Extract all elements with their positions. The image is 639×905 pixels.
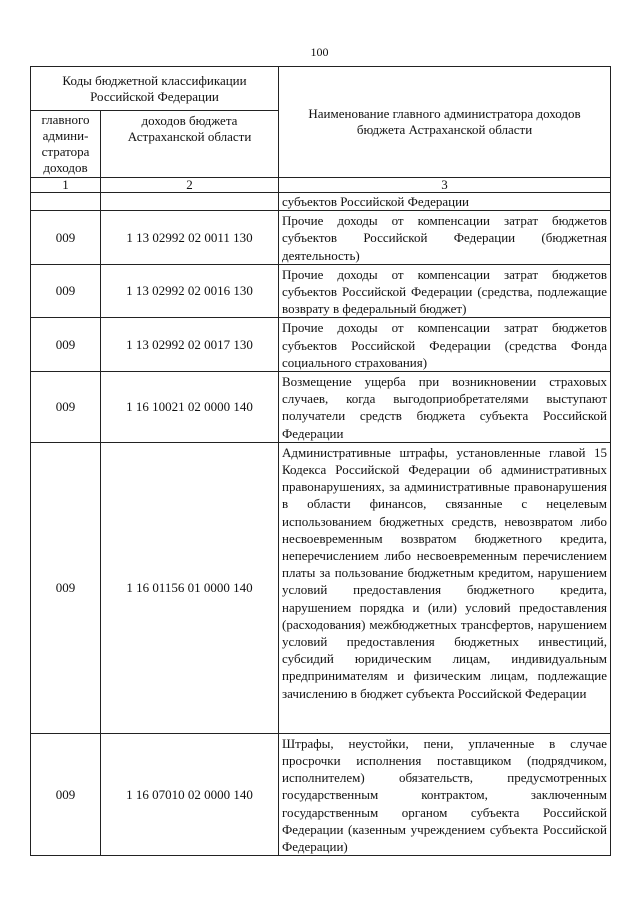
continuation-admin-cell bbox=[31, 193, 101, 211]
admin-code: 009 bbox=[31, 372, 101, 443]
table-row bbox=[31, 442, 611, 733]
income-code: 1 16 10021 02 0000 140 bbox=[101, 372, 279, 443]
income-description: Штрафы, неустойки, пени, уплаченные в случае просрочки исполнения поставщиком (подрядчиком, исполнителем) обязательств, предусмотренных государственным контрактом, заключенным государственным органом субъекта Российской Федерации (казенным учреждением субъекта Российской Федерации) bbox=[279, 733, 611, 855]
admin-code-header: главного админи-стратора доходов bbox=[31, 111, 101, 178]
income-code: 1 16 01156 01 0000 140 bbox=[101, 442, 279, 733]
name-header: Наименование главного администратора доходов бюджета Астраханской области bbox=[279, 67, 611, 178]
page-number: 100 bbox=[310, 45, 329, 59]
continuation-text: субъектов Российской Федерации bbox=[279, 193, 611, 211]
income-code: 1 13 02992 02 0017 130 bbox=[101, 318, 279, 372]
income-description: Административные штрафы, установленные главой 15 Кодекса Российской Федерации об административных правонарушениях, за административные правонарушения в области финансов, связанные с нецелевым использованием бюджетных средств, невозвратом либо несвоевременным возвратом бюджетного кредита, неперечислением либо несвоевременным перечислением платы за пользование бюджетным кредитом, нарушением условий предоставления бюджетного кредита, нарушением порядка и (или) условий предоставления (расходования) межбюджетных трансфертов, нарушением условий предоставления бюджетных инвестиций, субсидий юридическим лицам, индивидуальным предпринимателям и физическим лицам, подлежащие зачислению в бюджет субъекта Российской Федерации bbox=[279, 442, 611, 733]
table-row bbox=[31, 211, 611, 265]
income-code: 1 16 07010 02 0000 140 bbox=[101, 733, 279, 855]
income-description: Прочие доходы от компенсации затрат бюджетов субъектов Российской Федерации (бюджетная деятельность) bbox=[279, 211, 611, 265]
income-code: 1 13 02992 02 0016 130 bbox=[101, 264, 279, 318]
table-row bbox=[31, 318, 611, 372]
column-number-2: 2 bbox=[101, 178, 279, 193]
admin-code: 009 bbox=[31, 442, 101, 733]
continuation-code-cell bbox=[101, 193, 279, 211]
admin-code: 009 bbox=[31, 318, 101, 372]
column-number-1: 1 bbox=[31, 178, 101, 193]
admin-code: 009 bbox=[31, 211, 101, 265]
table-row bbox=[31, 372, 611, 443]
budget-classification-table bbox=[30, 66, 611, 856]
table-row bbox=[31, 264, 611, 318]
income-description: Прочие доходы от компенсации затрат бюджетов субъектов Российской Федерации (средства, подлежащие возврату в федеральный бюджет) bbox=[279, 264, 611, 318]
codes-header: Коды бюджетной классификации Российской Федерации bbox=[31, 67, 279, 111]
table-row bbox=[31, 733, 611, 855]
admin-code: 009 bbox=[31, 733, 101, 855]
income-code-header: доходов бюджета Астраханской области bbox=[101, 111, 279, 178]
income-description: Прочие доходы от компенсации затрат бюджетов субъектов Российской Федерации (средства Фонда социального страхования) bbox=[279, 318, 611, 372]
admin-code: 009 bbox=[31, 264, 101, 318]
income-description: Возмещение ущерба при возникновении страховых случаев, когда выгодоприобретателями выступают получатели средств бюджета субъекта Российской Федерации bbox=[279, 372, 611, 443]
income-code: 1 13 02992 02 0011 130 bbox=[101, 211, 279, 265]
column-number-3: 3 bbox=[279, 178, 611, 193]
